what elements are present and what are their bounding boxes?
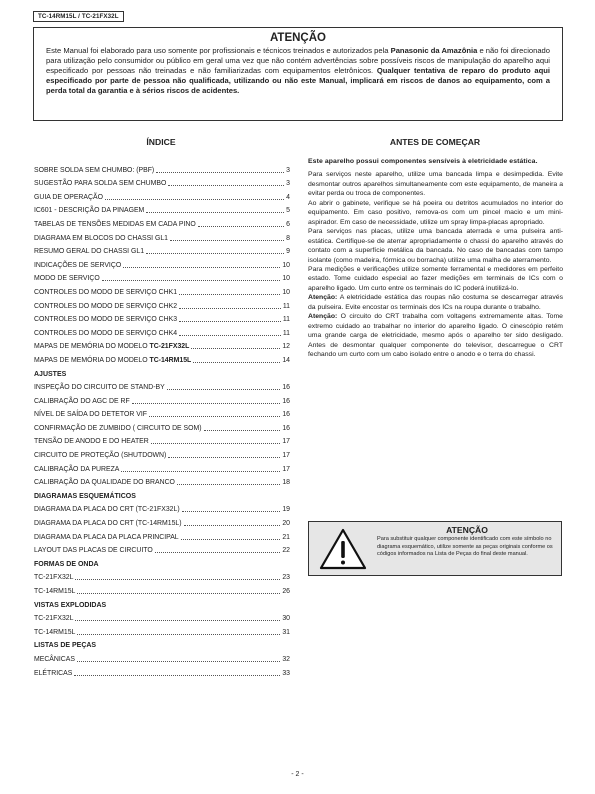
antes-p6-text: O circuito do CRT trabalha com voltagens extremamente altas. Tome extremo cuidado ao trabalhar no interior do aparelho ligado. O cinescópio retém uma grande carga de eletricidade, mesmo após o aparelho ter sido desligado. Antes de desmontar qualquer componente do televisor, descarregue o CRT fechando um curto com um cabo isolado entre o anodo e o terra do chassi. [308, 313, 563, 359]
page-number: - 2 - [291, 771, 304, 778]
toc-entry-text: CONTROLES DO MODO DE SERVIÇO CHK1 [34, 288, 178, 296]
toc-entry-label [34, 438, 149, 446]
antes-paragraph-1: Para serviços neste aparelho, utilize uma bancada limpa e desimpedida. Evite desmontar outros aparelhos simultaneamente com este equipamento, de maneira a evitar perda ou troca de componentes. [308, 171, 563, 198]
toc-entry[interactable] [34, 650, 290, 664]
toc-dot-leader [123, 267, 280, 268]
toc-page-number: 21 [282, 533, 290, 541]
table-of-contents [34, 161, 290, 678]
toc-section-heading: VISTAS EXPLODIDAS [34, 601, 107, 609]
toc-dot-leader [155, 552, 281, 553]
toc-page-number: 23 [282, 574, 290, 582]
indice-title: ÍNDICE [146, 137, 176, 147]
toc-entry[interactable] [34, 338, 290, 352]
toc-dot-leader [168, 457, 280, 458]
toc-dot-leader [179, 321, 281, 322]
toc-page-number: 17 [282, 438, 290, 446]
toc-entry[interactable] [34, 406, 290, 420]
toc-page-number: 31 [282, 628, 290, 636]
toc-entry-text: NÍVEL DE SAÍDA DO DETETOR VIF [34, 411, 147, 419]
toc-entry-label [34, 520, 182, 528]
toc-page-number: 12 [282, 343, 290, 351]
toc-page-number: 11 [282, 316, 290, 324]
toc-entry[interactable] [34, 311, 290, 325]
toc-entry-label [34, 316, 177, 324]
toc-dot-leader [181, 539, 281, 540]
toc-entry-text: LAYOUT DAS PLACAS DE CIRCUITO [34, 547, 153, 555]
toc-entry-text: INDICAÇÕES DE SERVIÇO [34, 261, 122, 269]
toc-entry-label [34, 479, 175, 487]
toc-entry-label [34, 452, 166, 460]
toc-entry[interactable] [34, 229, 290, 243]
toc-entry-label [34, 656, 75, 664]
toc-entry-text: INSPEÇÃO DO CIRCUITO DE STAND-BY [34, 384, 165, 392]
toc-entry-label [34, 343, 189, 351]
toc-entry-text: CONTROLES DO MODO DE SERVIÇO CHK4 [34, 329, 178, 337]
toc-entry-text: MECÂNICAS [34, 655, 75, 663]
toc-page-number: 30 [282, 615, 290, 623]
toc-entry[interactable] [34, 623, 290, 637]
toc-page-number: 22 [282, 547, 290, 555]
antes-paragraph-3: Para serviços nas placas, utilize uma bancada aterrada e uma pulseira anti-estática. Certifique-se de aterrar apropriadamente o chassi do aparelho através do contato com a superfície metálica da bancada. No caso de bancadas com tampo isolante (como madeira, fórmica ou borracha) utilize uma malha de aterramento. [308, 228, 563, 264]
toc-dot-leader [77, 661, 280, 662]
toc-entry-text: ELÉTRICAS [34, 669, 73, 677]
antes-paragraph-6 [308, 312, 563, 359]
warning-box [33, 27, 563, 121]
toc-entry[interactable] [34, 215, 290, 229]
toc-dot-leader [75, 620, 280, 621]
toc-entry-label [34, 262, 121, 270]
toc-entry-label [34, 411, 147, 419]
warning-text-b: e não foi direcionado para utilização pelo consumidor ou público em geral uma vez que não contém advertências sobre possíveis riscos de manipulação do aparelho aqui especificado por pessoas não treinadas e não familiarizadas com equipamentos eletrônicos. [46, 46, 550, 76]
toc-entry[interactable] [34, 569, 290, 583]
antes-p5-text: A eletricidade estática das roupas não costuma se descarregar através da pulseira. Evite encostar os terminais dos ICs na roupa durante o trabalho. [308, 294, 563, 311]
toc-entry[interactable] [34, 460, 290, 474]
toc-entry-label [34, 289, 177, 297]
toc-entry-label [34, 221, 196, 229]
antes-paragraph-2: Ao abrir o gabinete, verifique se há poeira ou detritos acumulados no interior do equipamento. Em caso positivo, remova-os com um pincel macio e um mini-aspirador. Em caso de necessidade, utilize um spray limpa-placas apropriado. [308, 199, 563, 226]
toc-dot-leader [75, 579, 280, 580]
toc-entry-label [34, 275, 100, 283]
antes-lead: Este aparelho possui componentes sensíveis à eletricidade estática. [308, 158, 538, 165]
toc-entry[interactable] [34, 474, 290, 488]
toc-entry-text: TC-21FX32L [34, 574, 74, 582]
toc-entry[interactable] [34, 351, 290, 365]
toc-entry-label [34, 167, 154, 175]
toc-page-number: 3 [286, 180, 290, 188]
toc-entry-text: MODO DE SERVIÇO [34, 275, 100, 283]
toc-entry-text: CONTROLES DO MODO DE SERVIÇO CHK3 [34, 316, 178, 324]
toc-entry[interactable] [34, 501, 290, 515]
toc-entry-text: DIAGRAMA DA PLACA DO CRT (TC-14RM15L) [34, 520, 182, 528]
toc-page-number: 16 [282, 424, 290, 432]
toc-entry-text: TENSÃO DE ANODO E DO HEATER [34, 438, 149, 446]
toc-page-number: 16 [282, 384, 290, 392]
toc-entry-text: DIAGRAMA DA PLACA DA PLACA PRINCIPAL [34, 533, 179, 541]
toc-entry-label [34, 670, 72, 678]
toc-section-heading: FORMAS DE ONDA [34, 560, 99, 568]
warning-title: ATENÇÃO [269, 32, 326, 44]
toc-dot-leader [167, 389, 281, 390]
toc-entry-label [34, 357, 191, 365]
toc-entry[interactable] [34, 433, 290, 447]
toc-entry-text: RESUMO GERAL DO CHASSI GL1 [34, 248, 145, 256]
toc-entry[interactable] [34, 175, 290, 189]
toc-page-number: 10 [282, 275, 290, 283]
toc-section-heading: LISTAS DE PEÇAS [34, 642, 97, 650]
toc-entry[interactable] [34, 582, 290, 596]
toc-entry-text: DIAGRAMA DA PLACA DO CRT (TC-21FX32L) [34, 506, 180, 514]
antes-p6-label: Atenção: [308, 313, 338, 321]
toc-dot-leader [177, 484, 280, 485]
toc-entry[interactable] [34, 188, 290, 202]
toc-dot-leader [151, 443, 281, 444]
toc-dot-leader [149, 416, 280, 417]
toc-dot-leader [146, 253, 284, 254]
toc-entry[interactable] [34, 610, 290, 624]
toc-dot-leader [105, 199, 284, 200]
toc-dot-leader [121, 471, 280, 472]
warning-text-a: Este Manual foi elaborado para uso somente por profissionais e técnicos treinados e autorizados pela [46, 46, 391, 55]
antes-paragraph-4: Para medições e verificações utilize somente ferramental e medidores em perfeito estado. Tome cuidado especial ao fazer medições em terminais de ICs com o aparelho ligado. Um curto entre os terminais do IC poderá inutilizá-lo. [308, 265, 563, 292]
toc-entry[interactable] [34, 161, 290, 175]
toc-page-number: 3 [286, 166, 290, 174]
toc-dot-leader [168, 185, 284, 186]
toc-entry-text: TABELAS DE TENSÕES MEDIDAS EM CADA PINO [34, 220, 196, 228]
toc-page-number: 5 [286, 207, 290, 215]
toc-entry[interactable] [34, 542, 290, 556]
toc-entry[interactable] [34, 446, 290, 460]
toc-entry-label [34, 235, 168, 243]
warning-triangle-icon [318, 527, 368, 571]
antes-paragraph-5 [308, 293, 563, 312]
toc-entry-text: MAPAS DE MEMÓRIA DO MODELO [34, 343, 150, 351]
toc-page-number: 16 [282, 397, 290, 405]
toc-section-heading: AJUSTES [34, 370, 67, 378]
toc-page-number: 6 [286, 220, 290, 228]
toc-entry-text: GUIA DE OPERAÇÃO [34, 193, 103, 201]
toc-dot-leader [198, 226, 284, 227]
toc-page-number: 33 [282, 669, 290, 677]
toc-page-number: 14 [282, 356, 290, 364]
antes-text [308, 157, 563, 360]
toc-entry-label [34, 384, 165, 392]
toc-page-number: 19 [282, 506, 290, 514]
toc-entry-label [34, 398, 130, 406]
toc-entry-text: SOBRE SOLDA SEM CHUMBO: (PBF) [34, 166, 155, 174]
warning-brand: Panasonic da Amazônia [390, 46, 478, 55]
toc-page-number: 11 [282, 329, 290, 337]
toc-page-number: 20 [282, 520, 290, 528]
toc-entry[interactable] [34, 514, 290, 528]
toc-entry[interactable] [34, 283, 290, 297]
toc-entry-label [34, 615, 73, 623]
toc-entry[interactable] [34, 324, 290, 338]
warning-text-bold: Qualquer tentativa de reparo do produto aqui especificado por parte de pessoa não qualificada, utilizando ou não este Manual, implicará em riscos de danos ao equipamento, com a perda total da garantia e à sérios riscos de acidentes. [46, 66, 550, 96]
toc-entry-label [34, 629, 75, 637]
toc-entry[interactable] [34, 202, 290, 216]
toc-dot-leader [156, 172, 284, 173]
toc-dot-leader [146, 212, 284, 213]
toc-entry-text: MAPAS DE MEMÓRIA DO MODELO [34, 356, 150, 364]
toc-dot-leader [170, 240, 284, 241]
toc-entry-text: TC-14RM15L [34, 588, 76, 595]
toc-entry-label [34, 547, 153, 555]
toc-dot-leader [191, 348, 280, 349]
toc-entry[interactable] [34, 297, 290, 311]
toc-entry[interactable] [34, 243, 290, 257]
alert-title: ATENÇÃO [446, 525, 488, 535]
toc-dot-leader [184, 525, 281, 526]
toc-entry[interactable] [34, 270, 290, 284]
toc-entry[interactable] [34, 419, 290, 433]
toc-dot-leader [179, 335, 281, 336]
toc-entry-text: TC-14RM15L [34, 628, 76, 636]
antes-p5-label: Atenção: [308, 294, 338, 302]
toc-entry-label [34, 207, 144, 215]
toc-entry-text: SUGESTÃO PARA SOLDA SEM CHUMBO [34, 180, 167, 188]
toc-entry-model: TC-21FX32L [149, 343, 190, 351]
toc-dot-leader [132, 403, 281, 404]
toc-entry-label [34, 248, 144, 256]
toc-page-number: 18 [282, 479, 290, 487]
toc-dot-leader [179, 308, 281, 309]
toc-entry[interactable] [34, 664, 290, 678]
antes-title: ANTES DE COMEÇAR [389, 137, 481, 147]
toc-page-number: 4 [286, 193, 290, 201]
toc-entry-text: TC-21FX32L [34, 615, 74, 623]
toc-entry-label [34, 574, 73, 582]
toc-entry-label [34, 534, 179, 542]
toc-entry-text: IC601 - DESCRIÇÃO DA PINAGEM [34, 207, 145, 215]
toc-entry-text: CALIBRAÇÃO DA QUALIDADE DO BRANCO [34, 479, 175, 487]
warning-text [46, 46, 550, 96]
toc-dot-leader [74, 675, 280, 676]
toc-dot-leader [102, 280, 281, 281]
toc-entry-text: CALIBRAÇÃO DO AGC DE RF [34, 397, 130, 405]
toc-entry-model: TC-14RM15L [149, 356, 192, 364]
toc-dot-leader [179, 294, 280, 295]
toc-page-number: 10 [282, 288, 290, 296]
toc-entry-text: CIRCUITO DE PROTEÇÃO (SHUTDOWN) [34, 452, 167, 460]
alert-text: Para substituir qualquer componente identificado com este símbolo no diagrama esquemático, utilize somente as peças originais conforme os códigos informados na Lista de Peças do final deste manual. [377, 536, 553, 558]
toc-entry[interactable] [34, 379, 290, 393]
toc-dot-leader [77, 634, 280, 635]
model-tag: TC-14RM15L / TC-21FX32L [33, 11, 124, 22]
toc-entry-label [34, 303, 177, 311]
toc-page-number: 26 [282, 588, 290, 595]
toc-page-number: 10 [282, 261, 290, 269]
toc-dot-leader [77, 593, 280, 594]
toc-entry-text: CONTROLES DO MODO DE SERVIÇO CHK2 [34, 302, 178, 310]
toc-entry-label [34, 330, 177, 338]
toc-entry-text: DIAGRAMA EM BLOCOS DO CHASSI GL1 [34, 234, 169, 242]
toc-dot-leader [204, 430, 281, 431]
toc-entry-label [34, 506, 180, 514]
toc-page-number: 16 [282, 411, 290, 419]
toc-entry[interactable] [34, 528, 290, 542]
toc-page-number: 32 [282, 655, 290, 663]
toc-entry-label [34, 425, 202, 433]
toc-page-number: 8 [286, 234, 290, 242]
toc-page-number: 17 [282, 452, 290, 460]
toc-entry-label [34, 194, 103, 202]
toc-page-number: 17 [282, 465, 290, 473]
alert-box [308, 521, 562, 576]
toc-entry-label [34, 466, 119, 474]
toc-entry-label [34, 180, 166, 188]
toc-dot-leader [182, 511, 281, 512]
toc-dot-leader [193, 362, 280, 363]
toc-section-heading: DIAGRAMAS ESQUEMÁTICOS [34, 492, 136, 500]
toc-entry-label [34, 588, 75, 596]
toc-page-number: 9 [286, 248, 290, 256]
toc-page-number: 11 [282, 302, 290, 310]
toc-entry[interactable] [34, 256, 290, 270]
toc-entry-text: CONFIRMAÇÃO DE ZUMBIDO ( CIRCUITO DE SOM) [34, 424, 202, 432]
toc-entry-text: CALIBRAÇÃO DA PUREZA [34, 465, 120, 473]
toc-entry[interactable] [34, 392, 290, 406]
